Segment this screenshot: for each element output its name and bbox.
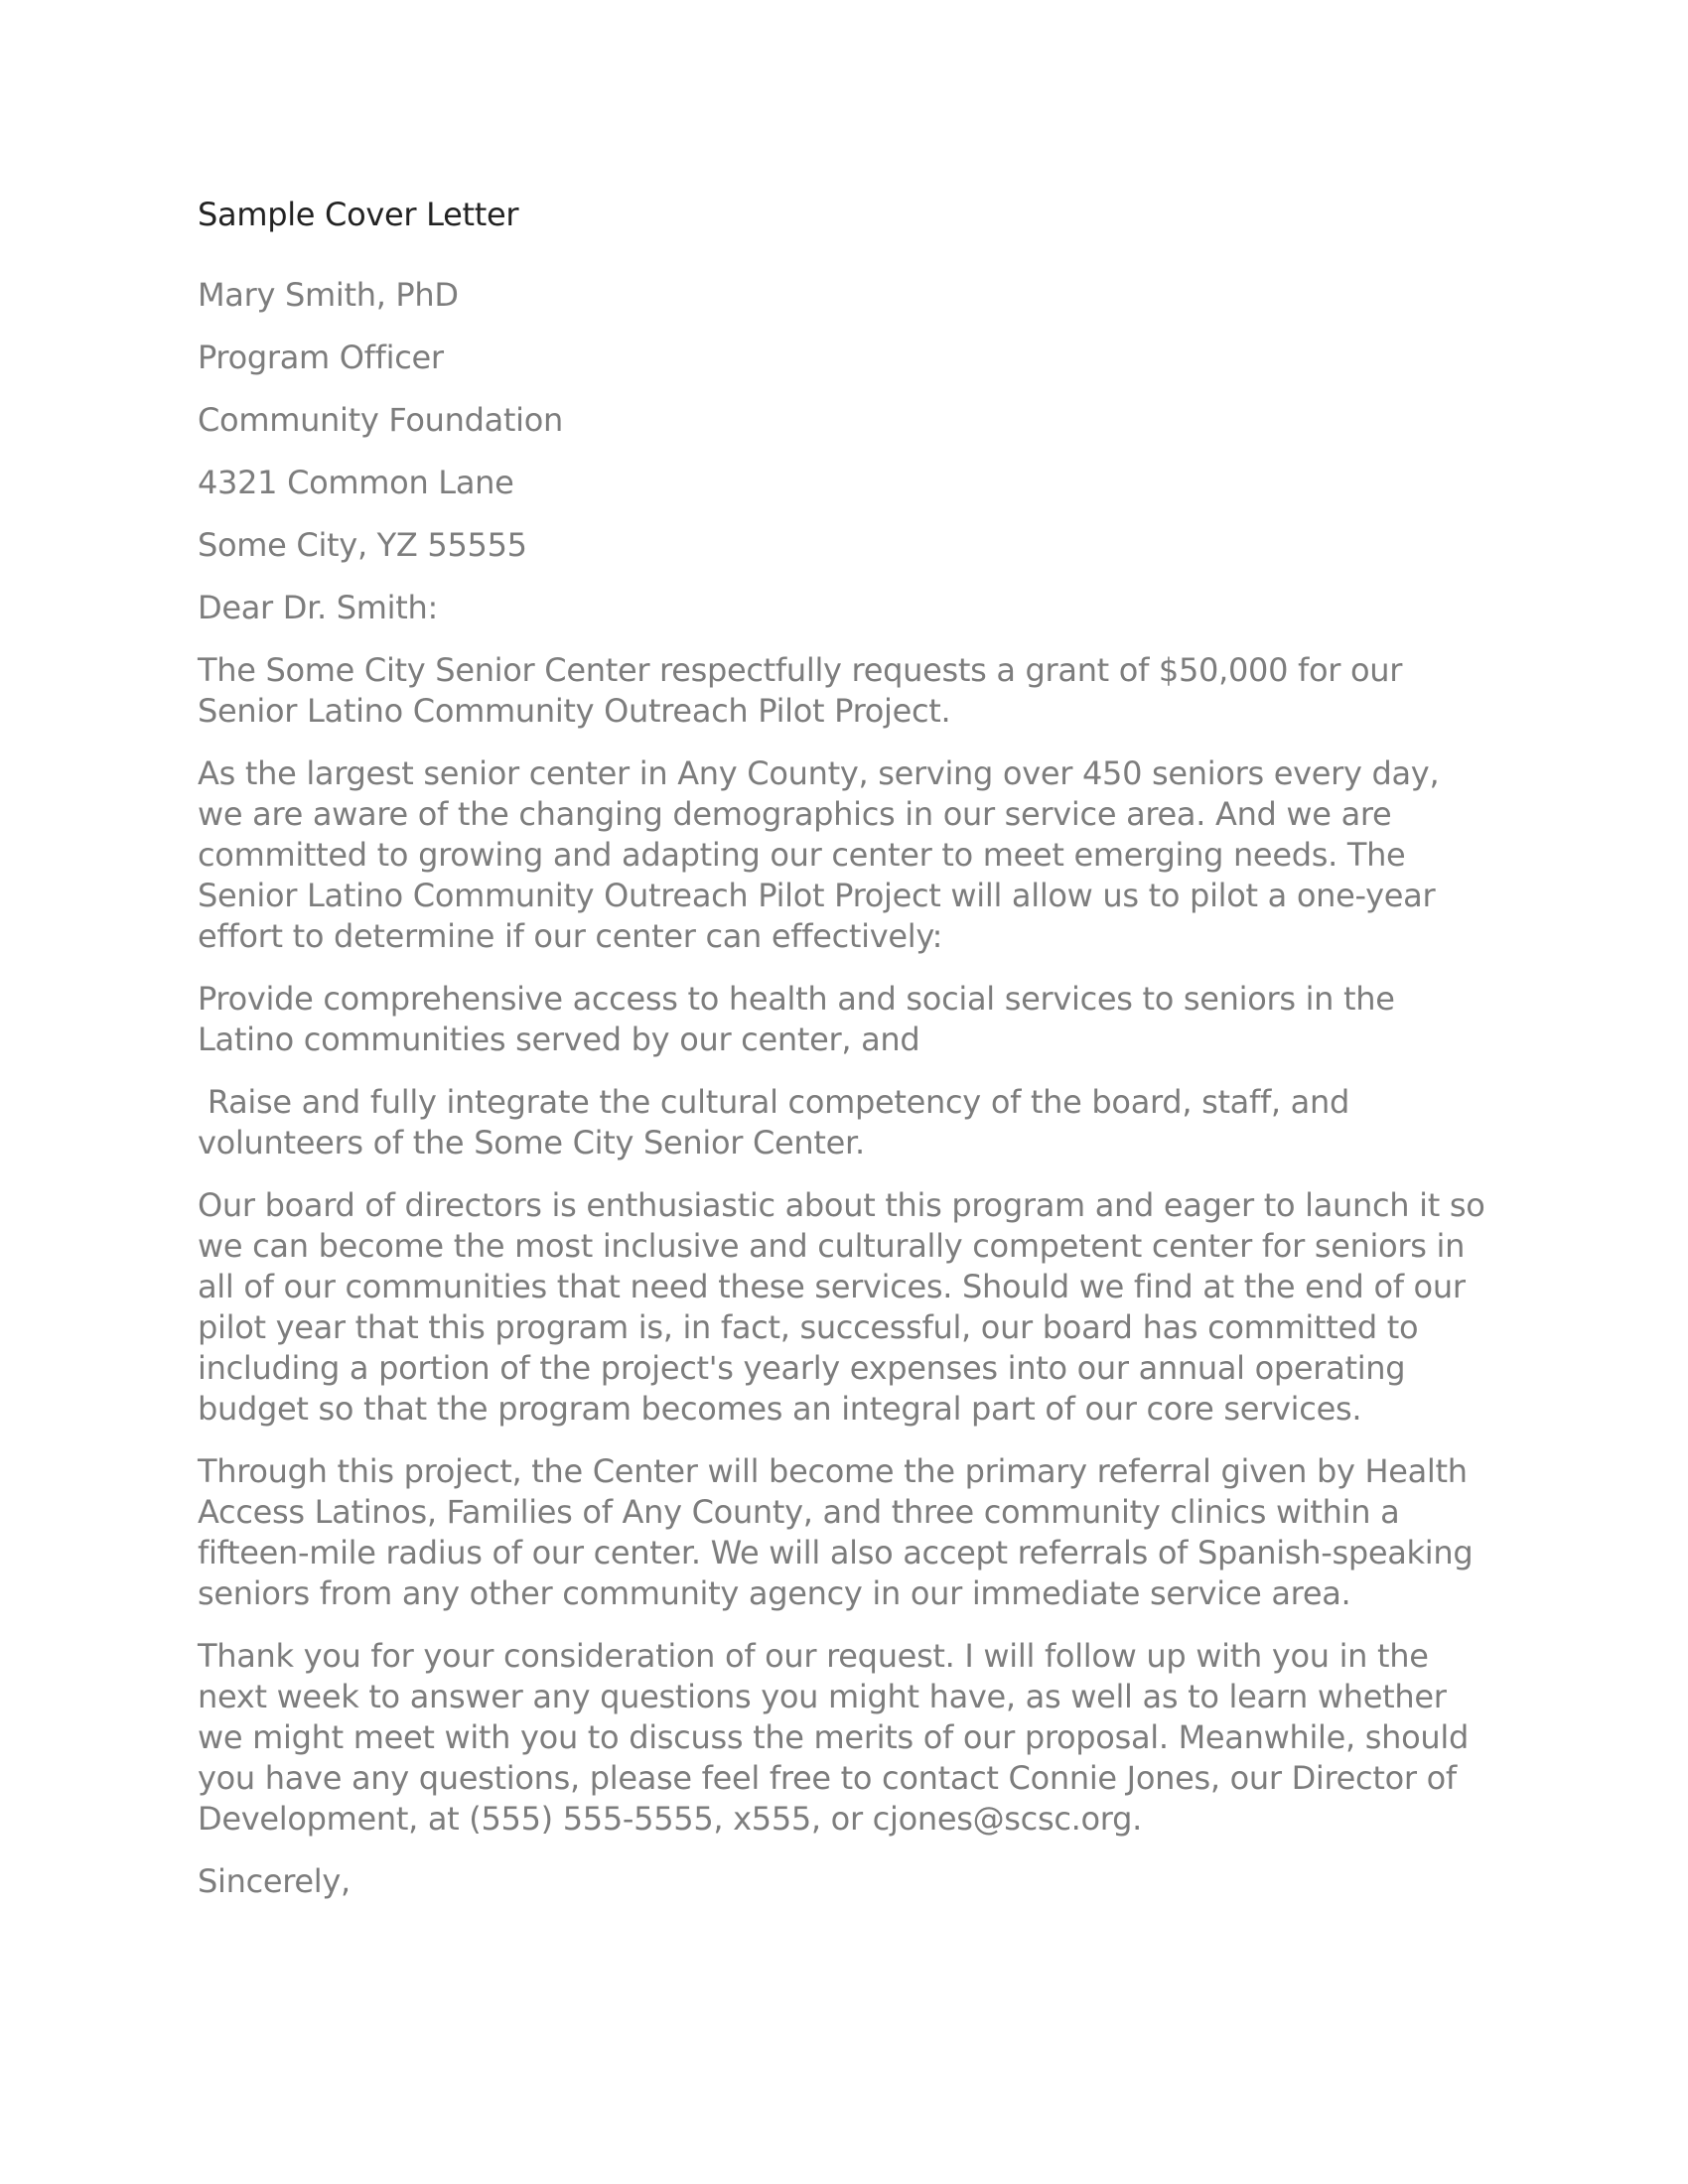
recipient-position: Program Officer: [198, 339, 444, 376]
recipient-street: 4321 Common Lane: [198, 464, 514, 501]
salutation: Dear Dr. Smith:: [198, 589, 438, 626]
recipient-organization: Community Foundation: [198, 401, 564, 439]
paragraph-goal-competency: Raise and fully integrate the cultural competency of the board, staff, and volunteers of the Some City Senior Center.: [198, 1083, 1359, 1161]
recipient-city-state-zip: Some City, YZ 55555: [198, 526, 527, 564]
letter-body: [198, 195, 1488, 1924]
paragraph-background: As the largest senior center in Any County, serving over 450 seniors every day, we are aware of the changing demographics in our service area. And we are committed to growing and adapting our center to meet emerging needs. The Senior Latino Community Outreach Pilot Project will allow us to pilot a one-year effort to determine if our center can effectively:: [198, 754, 1440, 955]
document-title: Sample Cover Letter: [198, 196, 519, 233]
paragraph-thank-you: Thank you for your consideration of our request. I will follow up with you in the next week to answer any questions you might have, as well as to learn whether we might meet with you to discuss the merits of our proposal. Meanwhile, should you have any questions, please feel free to contact Connie Jones, our Director of Development, at (555) 555-5555, x555, or cjones@scsc.org.: [198, 1637, 1469, 1838]
paragraph-grant-request: The Some City Senior Center respectfully requests a grant of $50,000 for our Senior Latino Community Outreach Pilot Project.: [198, 651, 1403, 730]
paragraph-referrals: Through this project, the Center will become the primary referral given by Health Access Latinos, Families of Any County, and three community clinics within a fifteen-mile radius of our center. We will also accept referrals of Spanish-speaking seniors from any other community agency in our immediate service area.: [198, 1452, 1474, 1612]
paragraph-goal-access: Provide comprehensive access to health and social services to seniors in the Latino communities served by our center, and: [198, 980, 1395, 1058]
paragraph-board-commitment: Our board of directors is enthusiastic about this program and eager to launch it so we can become the most inclusive and culturally competent center for seniors in all of our communities that need these services. Should we find at the end of our pilot year that this program is, in fact, successful, our board has committed to including a portion of the project's yearly expenses into our annual operating budget so that the program becomes an integral part of our core services.: [198, 1186, 1485, 1428]
recipient-name: Mary Smith, PhD: [198, 276, 459, 314]
closing: Sincerely,: [198, 1862, 351, 1900]
